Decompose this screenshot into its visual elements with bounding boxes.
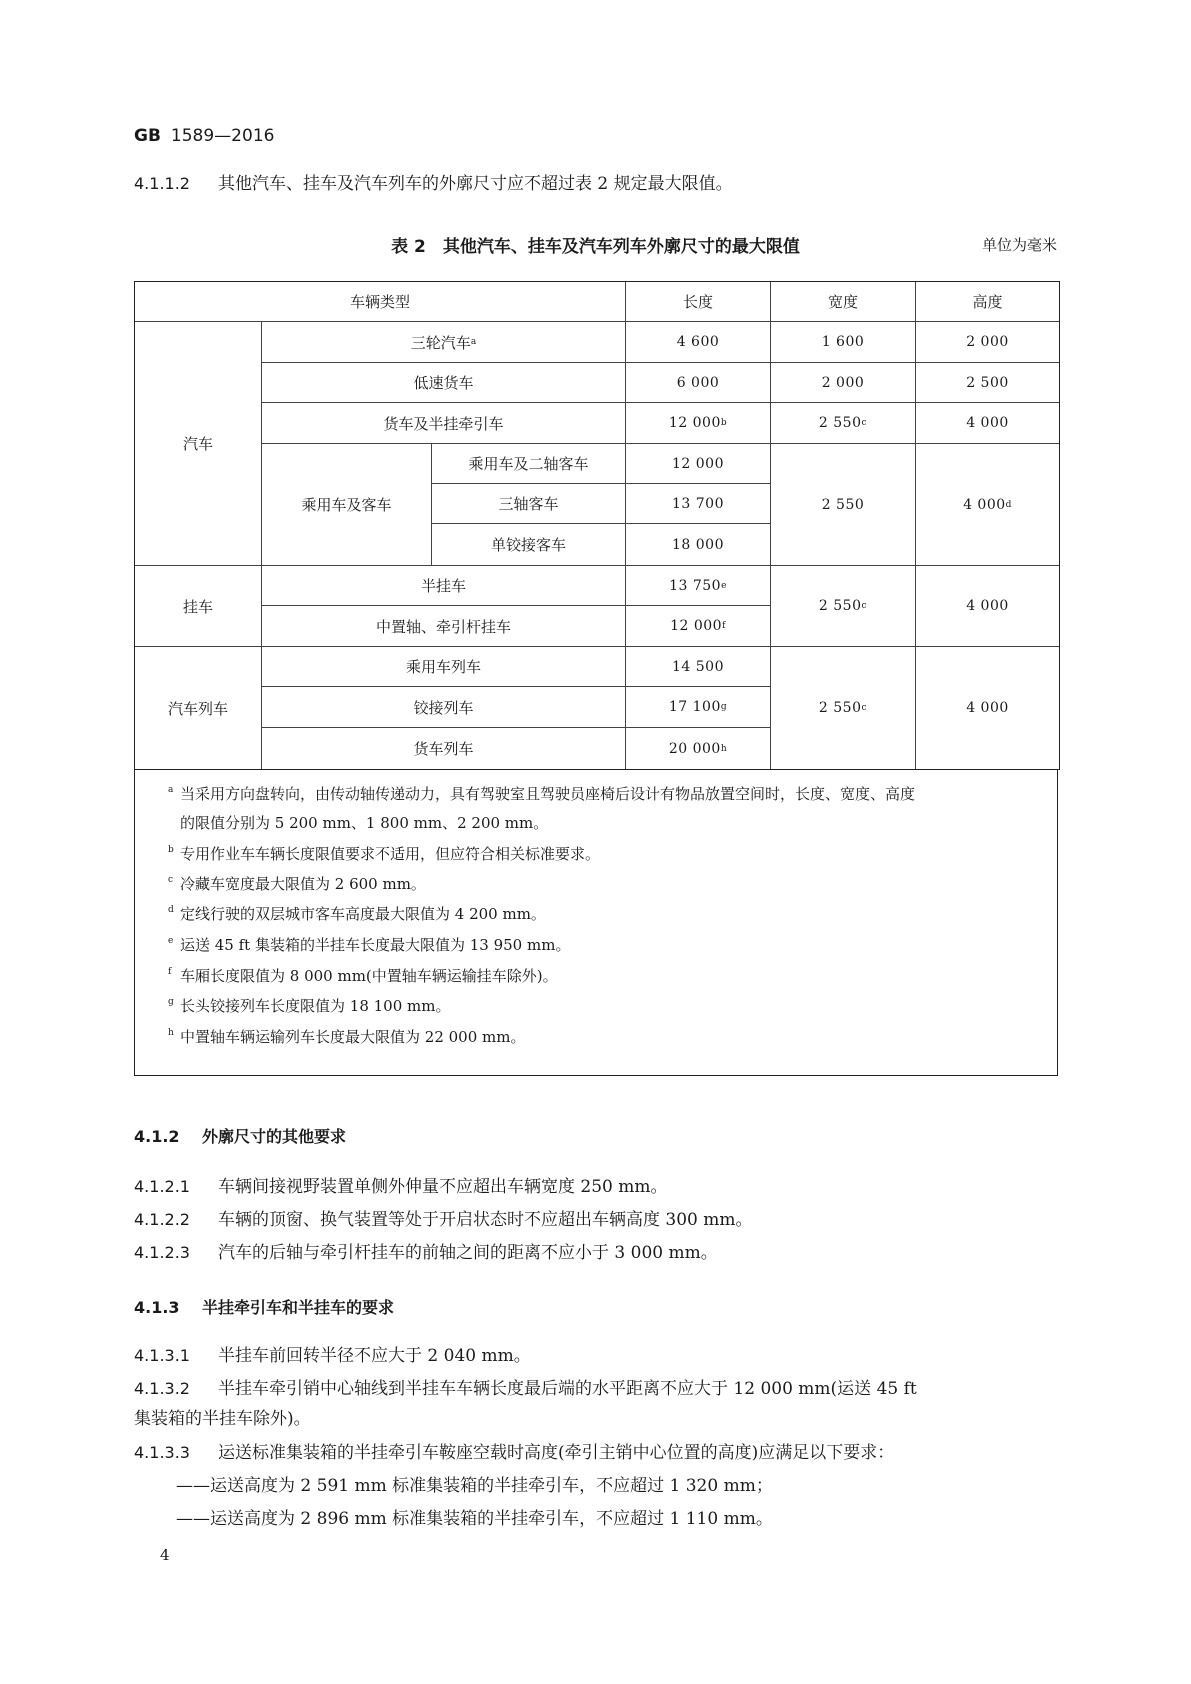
table-caption: 表 2 其他汽车、挂车及汽车列车外廓尺寸的最大限值: [391, 237, 800, 257]
clause-text: 其他汽车、挂车及汽车列车的外廓尺寸应不超过表 2 规定最大限值。: [218, 174, 733, 194]
cell-height-merged: 4 000: [916, 566, 1059, 647]
clause-4-1-3-2-continued: 集装箱的半挂车除外)。: [134, 1409, 311, 1429]
footnote-c: c 冷藏车宽度最大限值为 2 600 mm。: [168, 875, 426, 893]
standard-code: [134, 126, 274, 146]
cell-length: 14 500: [626, 647, 771, 687]
footnote-a: a 当采用方向盘转向，由传动轴传递动力，具有驾驶室且驾驶员座椅后设计有物品放置空间时，长度、宽度、高度 的限值分别为 5 200 mm、1 800 mm、2 200 mm。: [168, 785, 916, 832]
cell-width: 2 550 c: [771, 403, 916, 444]
cell-length: 13 750 e: [626, 566, 771, 606]
dimensions-table: [134, 281, 1060, 770]
cell-width: 2 000: [771, 363, 916, 403]
table-footnotes: [134, 769, 1058, 1076]
cell-width: 1 600: [771, 322, 916, 363]
cell-length: 18 000: [626, 524, 771, 566]
group-train: 汽车列车: [135, 647, 262, 770]
header-height: 高度: [916, 282, 1059, 322]
standard-number: 1589—2016: [170, 126, 275, 146]
cell-width-merged: 2 550: [771, 444, 916, 566]
table-row-name: 铰接列车: [262, 687, 626, 728]
footnote-h: h 中置轴车辆运输列车长度最大限值为 22 000 mm。: [168, 1028, 526, 1046]
group-trailer: 挂车: [135, 566, 262, 647]
group-car: 汽车: [135, 322, 262, 566]
footnote-g: g 长头铰接列车长度限值为 18 100 mm。: [168, 997, 451, 1015]
cell-length: 12 000 f: [626, 606, 771, 647]
header-length: 长度: [626, 282, 771, 322]
cell-length: 6 000: [626, 363, 771, 403]
table-row-name: 乘用车及二轴客车: [432, 444, 626, 484]
footnote-d: d 定线行驶的双层城市客车高度最大限值为 4 200 mm。: [168, 905, 546, 923]
table-row-name: 中置轴、牵引杆挂车: [262, 606, 626, 647]
table-row-name: 乘用车列车: [262, 647, 626, 687]
list-item-dash-1: ——运送高度为 2 591 mm 标准集装箱的半挂牵引车，不应超过 1 320 mm；: [176, 1476, 773, 1496]
standard-prefix: GB: [134, 126, 161, 146]
footnote-f: f 车厢长度限值为 8 000 mm(中置轴车辆运输挂车除外)。: [168, 967, 558, 985]
cell-height: 2 000: [916, 322, 1059, 363]
list-item-dash-2: ——运送高度为 2 896 mm 标准集装箱的半挂牵引车，不应超过 1 110 mm。: [176, 1509, 773, 1529]
header-width: 宽度: [771, 282, 916, 322]
section-number: 4.1.3: [134, 1298, 180, 1317]
cell-height: 2 500: [916, 363, 1059, 403]
table-row-name: 三轮汽车 a: [262, 322, 626, 363]
group-passenger: 乘用车及客车: [262, 444, 432, 566]
table-row-name: 三轴客车: [432, 484, 626, 524]
section-title: 半挂牵引车和半挂车的要求: [202, 1298, 395, 1317]
cell-width-merged: 2 550 c: [771, 566, 916, 647]
cell-width-merged: 2 550 c: [771, 647, 916, 770]
clause-4-1-1-2: [134, 171, 733, 197]
clause-4-1-2-1: 4.1.2.1 车辆间接视野装置单侧外伸量不应超出车辆宽度 250 mm。: [134, 1177, 668, 1197]
section-4-1-3-heading: [134, 1295, 394, 1318]
table-row-name: 货车及半挂牵引车: [262, 403, 626, 444]
table-row-name: 单铰接客车: [432, 524, 626, 566]
table-row-name: 货车列车: [262, 728, 626, 770]
cell-height: 4 000: [916, 403, 1059, 444]
table-unit: 单位为毫米: [981, 236, 1057, 254]
cell-height-merged: 4 000 d: [916, 444, 1059, 566]
clause-4-1-3-3: 4.1.3.3 运送标准集装箱的半挂牵引车鞍座空载时高度(牵引主销中心位置的高度)应满足以下要求：: [134, 1443, 895, 1463]
clause-4-1-3-2: 4.1.3.2 半挂车牵引销中心轴线到半挂车车辆长度最后端的水平距离不应大于 12 000 mm(运送 45 ft: [134, 1379, 917, 1399]
footnote-e: e 运送 45 ft 集装箱的半挂车长度最大限值为 13 950 mm。: [168, 936, 571, 954]
section-4-1-2-heading: [134, 1124, 346, 1147]
cell-height-merged: 4 000: [916, 647, 1059, 770]
clause-number: 4.1.1.2: [134, 174, 190, 193]
footnote-b: b 专用作业车车辆长度限值要求不适用，但应符合相关标准要求。: [168, 845, 601, 863]
cell-length: 4 600: [626, 322, 771, 363]
section-number: 4.1.2: [134, 1127, 180, 1146]
cell-length: 12 000 b: [626, 403, 771, 444]
cell-length: 17 100 g: [626, 687, 771, 728]
table-row-name: 半挂车: [262, 566, 626, 606]
clause-4-1-2-2: 4.1.2.2 车辆的顶窗、换气装置等处于开启状态时不应超出车辆高度 300 mm。: [134, 1210, 753, 1230]
cell-length: 12 000: [626, 444, 771, 484]
table-row-name: 低速货车: [262, 363, 626, 403]
page-number: 4: [160, 1546, 170, 1564]
cell-length: 13 700: [626, 484, 771, 524]
clause-4-1-3-1: 4.1.3.1 半挂车前回转半径不应大于 2 040 mm。: [134, 1346, 531, 1366]
section-title: 外廓尺寸的其他要求: [202, 1127, 347, 1146]
header-vehicle-type: 车辆类型: [135, 282, 626, 322]
clause-4-1-2-3: 4.1.2.3 汽车的后轴与牵引杆挂车的前轴之间的距离不应小于 3 000 mm。: [134, 1243, 718, 1263]
cell-length: 20 000 h: [626, 728, 771, 770]
